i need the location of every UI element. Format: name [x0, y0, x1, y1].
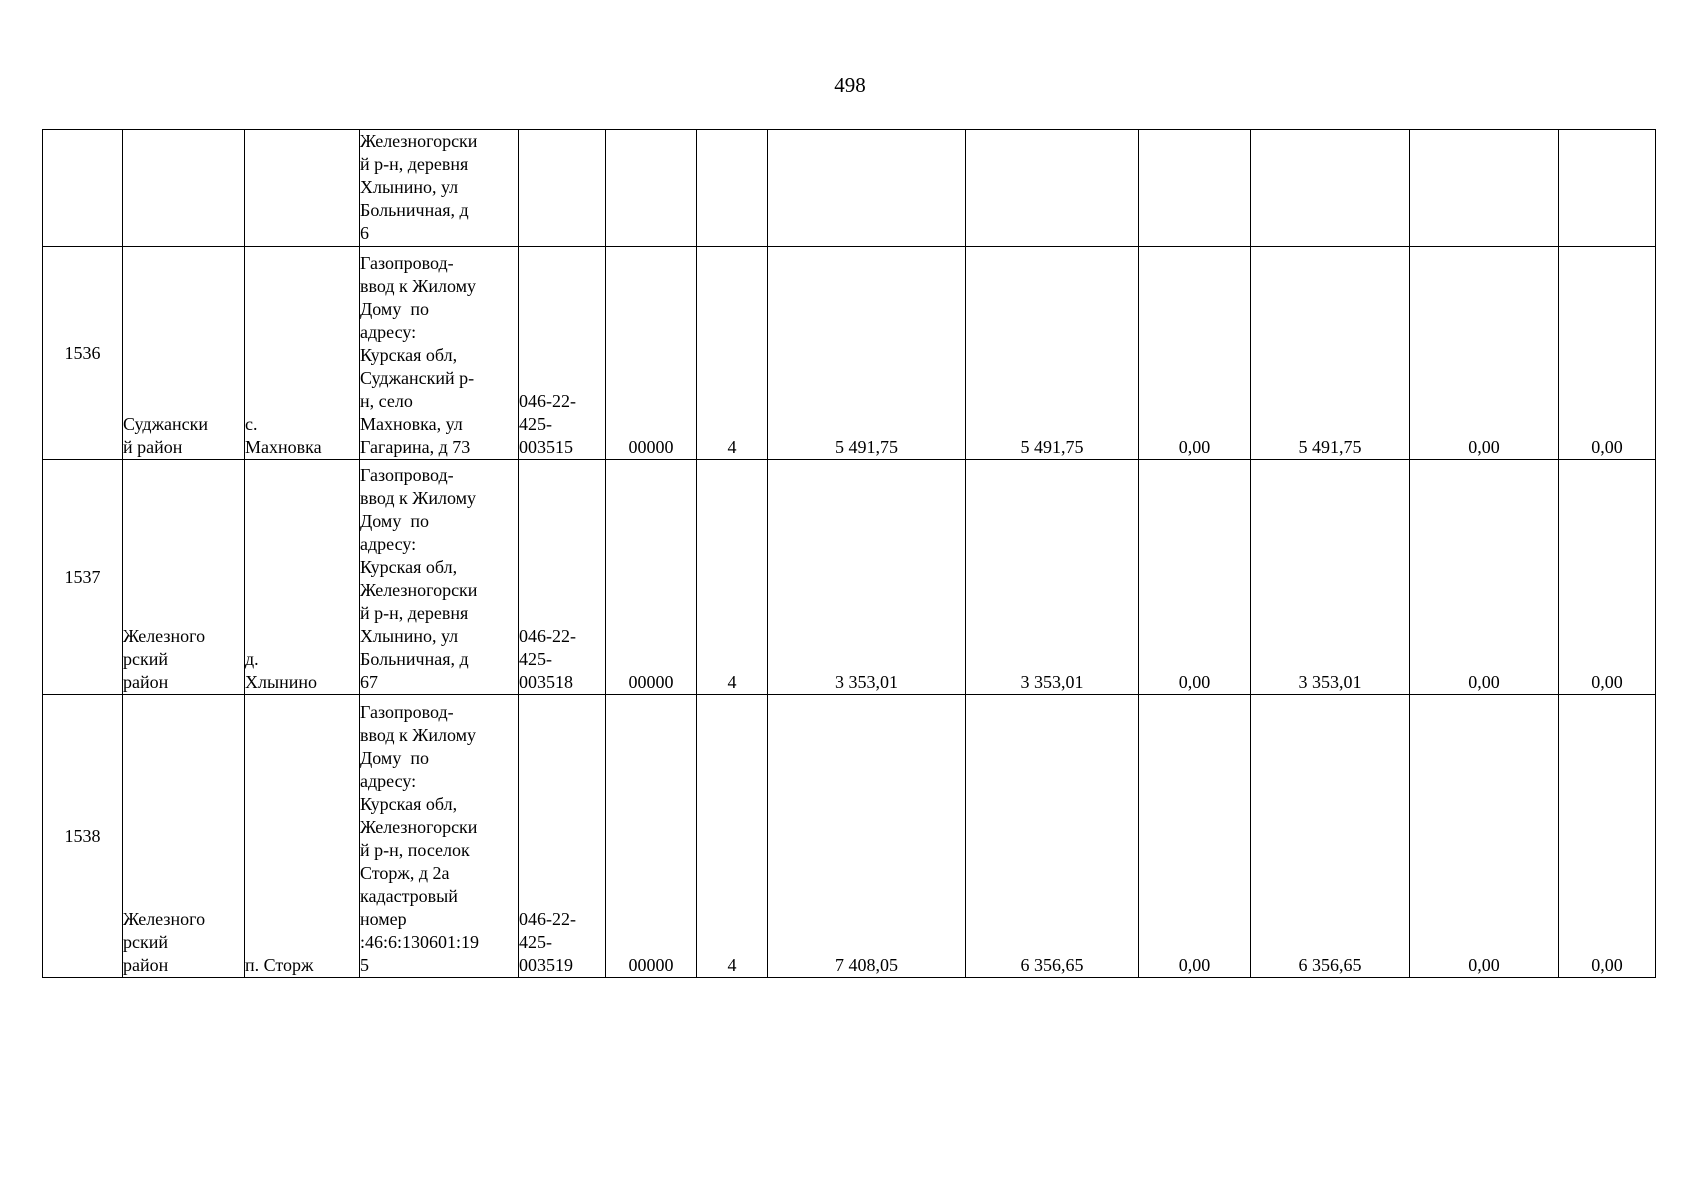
cell-val-1 [1139, 695, 1251, 978]
row-number: 1538 [64, 825, 101, 846]
cell-object [360, 130, 519, 247]
cell-district [123, 247, 245, 460]
group-text: 4 [727, 437, 737, 457]
settlement-text: с. Махновка [245, 414, 322, 457]
settlement-text: п. Сторж [245, 955, 314, 975]
cell-val-1 [1139, 460, 1251, 695]
value-2: 5 491,75 [1298, 437, 1362, 457]
table-row [43, 247, 1656, 460]
object-text: Газопровод- ввод к Жилому Дому по адресу: Курская обл, Железногорски й р-н, поселок Сторж, д 2а кадастровый номер :46:6:130601:19 5 [360, 702, 480, 975]
cell-no [43, 130, 123, 247]
value-2: 6 356,65 [1298, 955, 1362, 975]
value-3: 0,00 [1468, 955, 1500, 975]
cell-inv-no [519, 130, 606, 247]
district-text: Суджански й район [123, 414, 209, 457]
asset-register-table [42, 129, 1656, 978]
cell-group [697, 247, 768, 460]
cell-val-4 [1559, 130, 1656, 247]
initial-cost: 5 491,75 [835, 437, 898, 457]
inventory-number: 046-22- 425- 003518 [519, 626, 576, 692]
object-text: Железногорски й р-н, деревня Хлынино, ул Больничная, д 6 [360, 131, 478, 243]
cell-settlement [245, 695, 360, 978]
value-1: 0,00 [1178, 672, 1211, 692]
cell-val-3 [1410, 130, 1559, 247]
cell-code [606, 247, 697, 460]
object-text: Газопровод- ввод к Жилому Дому по адресу: Курская обл, Суджанский р- н, село Махновка, ул Гагарина, д 73 [360, 253, 477, 457]
cell-val-1 [1139, 247, 1251, 460]
cell-initial-cost [768, 460, 966, 695]
cell-code [606, 130, 697, 247]
cell-object [360, 695, 519, 978]
cell-code [606, 695, 697, 978]
cell-settlement [245, 460, 360, 695]
value-4: 0,00 [1591, 672, 1623, 692]
cell-district [123, 130, 245, 247]
table-row [43, 130, 1656, 247]
object-text: Газопровод- ввод к Жилому Дому по адресу: Курская обл, Железногорски й р-н, деревня Хлынино, ул Больничная, д 67 [360, 465, 478, 692]
cell-residual-cost [966, 695, 1139, 978]
cell-group [697, 695, 768, 978]
initial-cost: 3 353,01 [835, 672, 898, 692]
code-text: 00000 [628, 955, 674, 975]
cell-val-2 [1251, 247, 1410, 460]
initial-cost: 7 408,05 [835, 955, 898, 975]
value-4: 0,00 [1591, 955, 1623, 975]
cell-val-3 [1410, 695, 1559, 978]
cell-group [697, 460, 768, 695]
inventory-number: 046-22- 425- 003519 [519, 909, 576, 975]
table-row [43, 460, 1656, 695]
cell-val-2 [1251, 130, 1410, 247]
residual-cost: 5 491,75 [1020, 437, 1084, 457]
row-number: 1537 [64, 566, 101, 587]
district-text: Железного рский район [123, 909, 206, 975]
cell-initial-cost [768, 130, 966, 247]
cell-val-4 [1559, 695, 1656, 978]
value-1: 0,00 [1178, 955, 1211, 975]
cell-val-4 [1559, 247, 1656, 460]
cell-district [123, 695, 245, 978]
value-2: 3 353,01 [1298, 672, 1362, 692]
cell-residual-cost [966, 247, 1139, 460]
cell-initial-cost [768, 247, 966, 460]
cell-inv-no [519, 247, 606, 460]
cell-settlement [245, 247, 360, 460]
cell-val-1 [1139, 130, 1251, 247]
cell-inv-no [519, 695, 606, 978]
cell-group [697, 130, 768, 247]
cell-inv-no [519, 460, 606, 695]
district-text: Железного рский район [123, 626, 206, 692]
cell-object [360, 460, 519, 695]
cell-residual-cost [966, 130, 1139, 247]
page-number: 498 [834, 73, 866, 97]
value-4: 0,00 [1591, 437, 1623, 457]
group-text: 4 [727, 672, 737, 692]
cell-no [43, 247, 123, 460]
cell-district [123, 460, 245, 695]
cell-no [43, 460, 123, 695]
cell-val-2 [1251, 460, 1410, 695]
cell-initial-cost [768, 695, 966, 978]
cell-object [360, 247, 519, 460]
inventory-number: 046-22- 425- 003515 [519, 391, 576, 457]
code-text: 00000 [628, 437, 674, 457]
cell-no [43, 695, 123, 978]
cell-val-4 [1559, 460, 1656, 695]
code-text: 00000 [628, 672, 674, 692]
cell-code [606, 460, 697, 695]
group-text: 4 [727, 955, 737, 975]
row-number: 1536 [64, 342, 101, 363]
cell-val-3 [1410, 460, 1559, 695]
value-3: 0,00 [1468, 672, 1500, 692]
residual-cost: 3 353,01 [1020, 672, 1084, 692]
value-1: 0,00 [1178, 437, 1211, 457]
value-3: 0,00 [1468, 437, 1500, 457]
residual-cost: 6 356,65 [1020, 955, 1084, 975]
cell-val-3 [1410, 247, 1559, 460]
table-row [43, 695, 1656, 978]
cell-settlement [245, 130, 360, 247]
settlement-text: д. Хлынино [245, 649, 317, 692]
cell-val-2 [1251, 695, 1410, 978]
cell-residual-cost [966, 460, 1139, 695]
